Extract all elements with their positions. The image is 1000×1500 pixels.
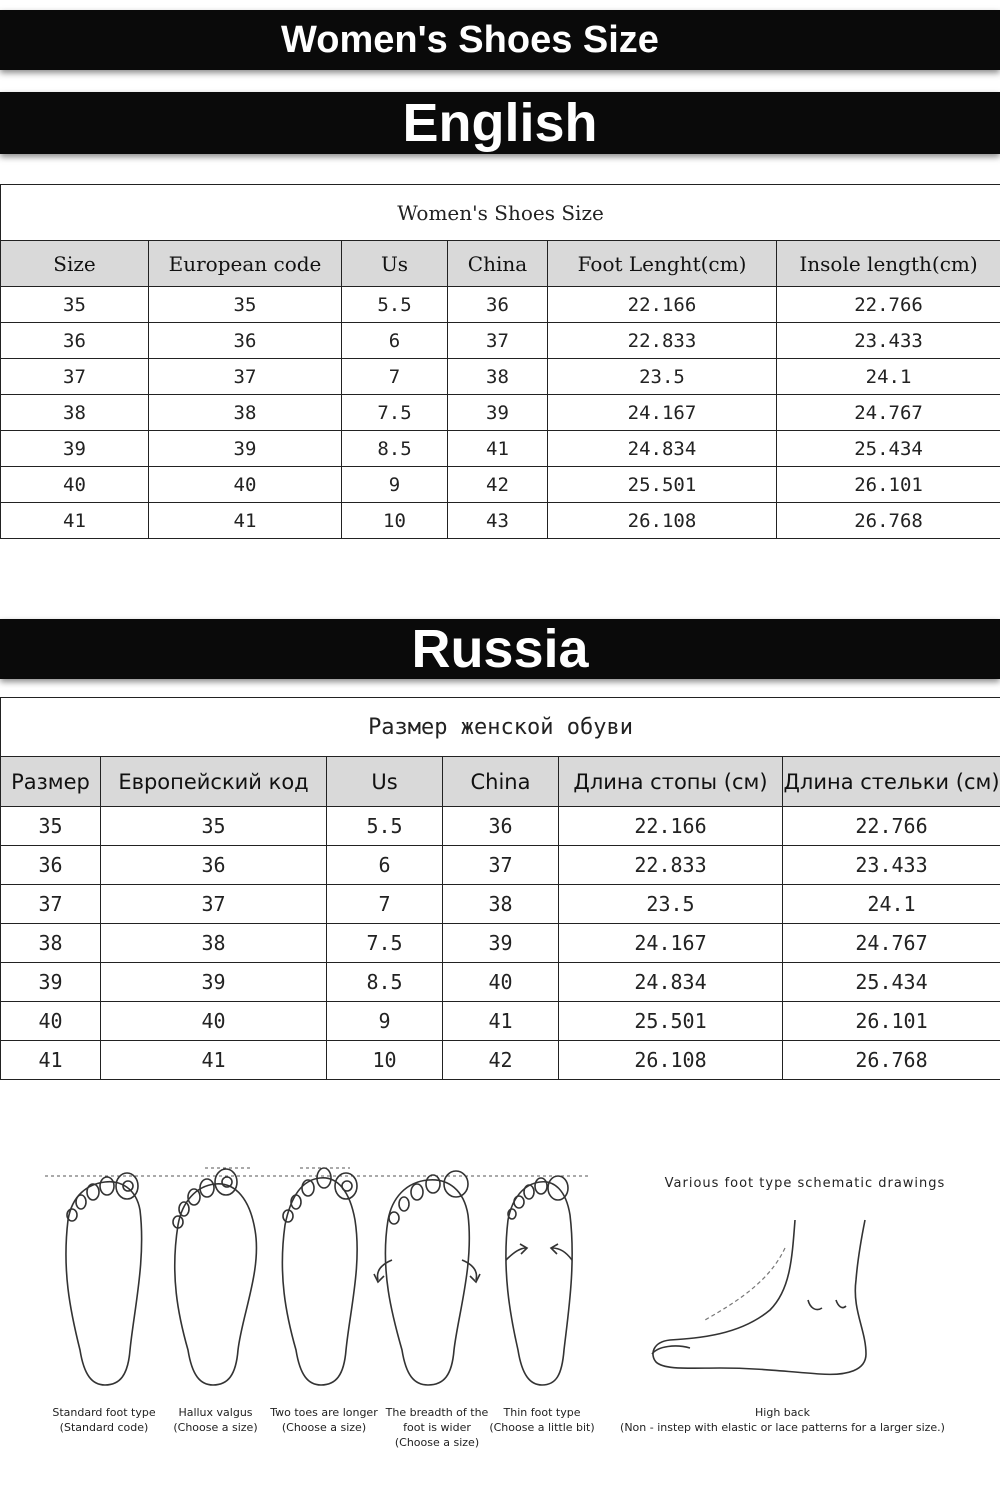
- foot-caption-standard: Standard foot type (Standard code): [52, 1406, 156, 1434]
- table-cell: 38: [1, 924, 101, 963]
- table-cell: 23.5: [559, 885, 783, 924]
- foot-type-diagram: [0, 1140, 1000, 1470]
- table-cell: 25.434: [783, 963, 1000, 1002]
- table-cell: 36: [443, 807, 559, 846]
- schematic-title: Various foot type schematic drawings: [664, 1176, 946, 1191]
- table-cell: 42: [448, 467, 548, 503]
- foot-caption-thin: Thin foot type (Choose a little bit): [489, 1406, 595, 1434]
- foot-caption-wide: The breadth of the foot is wider (Choose a size): [385, 1406, 489, 1449]
- table-cell: 37: [443, 846, 559, 885]
- table-cell: 6: [327, 846, 443, 885]
- table-row: [1, 395, 1000, 431]
- table-cell: 38: [1, 395, 149, 431]
- section-title-english: English: [402, 93, 598, 153]
- column-header: Размер: [1, 757, 101, 807]
- table-row: [1, 924, 1000, 963]
- table-cell: 40: [149, 467, 342, 503]
- table-cell: 35: [149, 287, 342, 323]
- column-header: Foot Lenght(cm): [548, 241, 777, 287]
- size-table-english: [0, 184, 1000, 539]
- table-cell: 36: [149, 323, 342, 359]
- size-table-russian: [0, 697, 1000, 1080]
- column-header: Длина стельки (см): [783, 757, 1000, 807]
- table-cell: 25.501: [548, 467, 777, 503]
- table-cell: 39: [1, 963, 101, 1002]
- table-cell: 36: [1, 846, 101, 885]
- table-header-row: [1, 241, 1000, 287]
- section-title-russia: Russia: [411, 619, 589, 679]
- high-instep-foot-icon: [652, 1220, 866, 1374]
- table-cell: 36: [448, 287, 548, 323]
- table-cell: 41: [1, 1041, 101, 1080]
- table-cell: 41: [101, 1041, 327, 1080]
- table-row: [1, 1041, 1000, 1080]
- thin-foot-icon: [506, 1176, 572, 1385]
- table-cell: 10: [342, 503, 448, 539]
- table-cell: 24.1: [777, 359, 1000, 395]
- table-body: [1, 287, 1000, 539]
- table-cell: 26.101: [783, 1002, 1000, 1041]
- table-cell: 22.766: [783, 807, 1000, 846]
- table-cell: 25.434: [777, 431, 1000, 467]
- table-cell: 39: [443, 924, 559, 963]
- table-cell: 39: [1, 431, 149, 467]
- table-cell: 26.101: [777, 467, 1000, 503]
- table-cell: 23.5: [548, 359, 777, 395]
- hallux-valgus-foot-icon: [173, 1169, 256, 1385]
- table-cell: 35: [101, 807, 327, 846]
- table-cell: 7: [327, 885, 443, 924]
- table-cell: 40: [1, 1002, 101, 1041]
- table-cell: 38: [101, 924, 327, 963]
- table-row: [1, 807, 1000, 846]
- column-header: Insole length(cm): [777, 241, 1000, 287]
- table-cell: 24.167: [548, 395, 777, 431]
- table-header-row: [1, 757, 1000, 807]
- column-header: China: [448, 241, 548, 287]
- table-row: [1, 323, 1000, 359]
- schematic-caption: High back (Non - instep with elastic or lace patterns for a larger size.): [620, 1406, 945, 1434]
- table-cell: 41: [1, 503, 149, 539]
- section-banner-english: [0, 92, 1000, 154]
- table-cell: 7.5: [327, 924, 443, 963]
- table-cell: 40: [1, 467, 149, 503]
- table-caption: Размер женской обуви: [1, 698, 1000, 757]
- foot-caption-hallux: Hallux valgus (Choose a size): [173, 1406, 258, 1434]
- table-cell: 40: [443, 963, 559, 1002]
- table-cell: 41: [149, 503, 342, 539]
- table-cell: 9: [327, 1002, 443, 1041]
- table-cell: 24.834: [559, 963, 783, 1002]
- table-cell: 39: [448, 395, 548, 431]
- table-cell: 39: [101, 963, 327, 1002]
- table-row: [1, 503, 1000, 539]
- table-cell: 26.768: [777, 503, 1000, 539]
- table-cell: 23.433: [783, 846, 1000, 885]
- table-cell: 9: [342, 467, 448, 503]
- wide-foot-icon: [374, 1171, 480, 1385]
- table-cell: 24.167: [559, 924, 783, 963]
- table-cell: 23.433: [777, 323, 1000, 359]
- table-cell: 26.108: [548, 503, 777, 539]
- table-row: [1, 885, 1000, 924]
- table-cell: 22.833: [548, 323, 777, 359]
- long-toes-foot-icon: [282, 1168, 357, 1385]
- column-header: Длина стопы (см): [559, 757, 783, 807]
- table-cell: 37: [1, 885, 101, 924]
- table-cell: 26.768: [783, 1041, 1000, 1080]
- table-row: [1, 1002, 1000, 1041]
- table-cell: 37: [448, 323, 548, 359]
- table-cell: 22.833: [559, 846, 783, 885]
- table-cell: 36: [101, 846, 327, 885]
- column-header: China: [443, 757, 559, 807]
- table-cell: 41: [443, 1002, 559, 1041]
- table-cell: 24.1: [783, 885, 1000, 924]
- table-row: [1, 287, 1000, 323]
- table-row: [1, 431, 1000, 467]
- table-cell: 5.5: [327, 807, 443, 846]
- table-cell: 43: [448, 503, 548, 539]
- table-cell: 24.767: [777, 395, 1000, 431]
- table-cell: 26.108: [559, 1041, 783, 1080]
- table-cell: 38: [149, 395, 342, 431]
- table-cell: 8.5: [342, 431, 448, 467]
- table-cell: 10: [327, 1041, 443, 1080]
- column-header: European code: [149, 241, 342, 287]
- table-cell: 24.834: [548, 431, 777, 467]
- standard-foot-icon: [66, 1173, 142, 1385]
- table-cell: 6: [342, 323, 448, 359]
- table-cell: 38: [448, 359, 548, 395]
- table-cell: 35: [1, 807, 101, 846]
- column-header: Us: [342, 241, 448, 287]
- table-cell: 37: [1, 359, 149, 395]
- table-cell: 35: [1, 287, 149, 323]
- table-row: [1, 963, 1000, 1002]
- table-cell: 38: [443, 885, 559, 924]
- table-cell: 22.166: [548, 287, 777, 323]
- page-title-banner: [0, 10, 1000, 70]
- table-cell: 40: [101, 1002, 327, 1041]
- table-cell: 39: [149, 431, 342, 467]
- table-cell: 24.767: [783, 924, 1000, 963]
- table-cell: 36: [1, 323, 149, 359]
- column-header: Size: [1, 241, 149, 287]
- table-cell: 25.501: [559, 1002, 783, 1041]
- table-cell: 7: [342, 359, 448, 395]
- table-cell: 37: [101, 885, 327, 924]
- table-cell: 37: [149, 359, 342, 395]
- table-cell: 22.766: [777, 287, 1000, 323]
- table-row: [1, 846, 1000, 885]
- table-cell: 5.5: [342, 287, 448, 323]
- foot-caption-long-toes: Two toes are longer (Choose a size): [270, 1406, 378, 1434]
- table-cell: 41: [448, 431, 548, 467]
- column-header: Us: [327, 757, 443, 807]
- table-cell: 7.5: [342, 395, 448, 431]
- table-row: [1, 359, 1000, 395]
- table-cell: 42: [443, 1041, 559, 1080]
- page-title: Women's Shoes Size: [281, 19, 659, 61]
- table-caption: Women's Shoes Size: [1, 185, 1000, 241]
- table-cell: 8.5: [327, 963, 443, 1002]
- table-row: [1, 467, 1000, 503]
- table-body: [1, 807, 1000, 1080]
- column-header: Европейский код: [101, 757, 327, 807]
- section-banner-russia: [0, 619, 1000, 679]
- table-cell: 22.166: [559, 807, 783, 846]
